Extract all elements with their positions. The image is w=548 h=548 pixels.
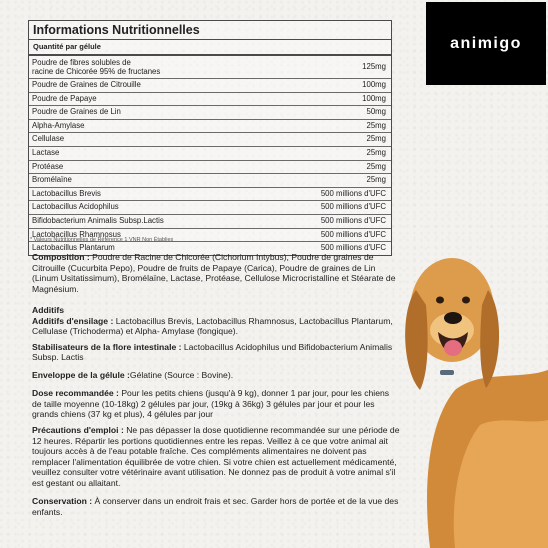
enveloppe-label: Enveloppe de la gélule :	[32, 370, 130, 380]
composition-text: Poudre de Racine de Chicorée (Cichorium Intybus), Poudre de graines de Citrouille (Cucurbita Pepo), Poudre de fruits de Papaye (Carica), Poudre de graines de Lin (Linum Usitatissimum), Bromélaïne, Lactase, Protéase, Cellulose Microcristalline et Stéarate de Magnésium.	[32, 252, 396, 294]
nutrition-subtitle: Quantité par gélule	[29, 40, 391, 56]
additifs-heading: Additifs	[32, 305, 64, 315]
nutrition-row	[29, 147, 391, 161]
nutrient-value: 25mg	[366, 147, 386, 157]
nutrient-name: Protéase	[32, 161, 64, 171]
ensilage-text: Lactobacillus Brevis, Lactobacillus Rhamnosus, Lactobacillus Plantarum, Cellulase (Trichoderma) et Alpha- Amylase (fongique).	[32, 315, 393, 337]
nutrient-name: Lactobacillus Acidophilus	[32, 202, 119, 212]
nutrient-value: 50mg	[366, 107, 386, 117]
nutrient-value: 500 millions d'UFC	[320, 229, 386, 239]
nutrient-value: 125mg	[362, 62, 386, 72]
nutrient-name: Poudre de Graines de Lin	[32, 107, 121, 117]
nutrition-row	[29, 133, 391, 147]
ensilage-label: Additifs d'ensilage :	[32, 315, 114, 326]
nutrient-name: Alpha-Amylase	[32, 120, 85, 130]
nutrition-row	[29, 56, 391, 79]
precautions-section	[32, 425, 400, 489]
nutrition-title: Informations Nutritionnelles	[29, 21, 391, 40]
nutrition-row	[29, 120, 391, 134]
composition-label: Composition :	[32, 252, 90, 262]
nutrient-value: 25mg	[366, 134, 386, 144]
nutrient-value: 500 millions d'UFC	[320, 188, 386, 198]
dose-label: Dose recommandée :	[32, 388, 119, 398]
logo-text: animigo	[450, 34, 522, 52]
nutrient-value: 100mg	[362, 80, 386, 89]
nutrient-name: Bromélaïne	[32, 175, 72, 185]
nutrient-name: Poudre de Papaye	[32, 93, 97, 103]
nutrition-row	[29, 174, 391, 188]
nutrition-row	[29, 93, 391, 107]
nutrient-name: Lactobacillus Brevis	[32, 188, 101, 198]
nutrient-value: 25mg	[366, 120, 386, 130]
conservation-label: Conservation :	[32, 496, 93, 506]
nutrient-value: 500 millions d'UFC	[320, 243, 386, 253]
dose-text: Pour les petits chiens (jusqu'à 9 kg), donner 1 par jour, pour les chiens de taille moyenne (10-18kg) 2 gélules par jour, (19kg à 36kg) 3 gélules par jour et pour les grands chiens (37 kg et plus), 4 gélules par jour	[32, 388, 390, 420]
nutrient-value: 100mg	[362, 93, 386, 103]
additifs-section	[32, 305, 400, 363]
nutrition-table	[28, 20, 392, 256]
composition-section	[32, 252, 400, 294]
nutrition-row	[29, 161, 391, 175]
golden-retriever-image	[400, 250, 548, 548]
nutrient-value: 25mg	[366, 161, 386, 171]
nutrient-name: Lactobacillus Rhamnosus	[32, 229, 121, 239]
stabilisateurs-text: Lactobacillus Acidophilus und Bifidobacterium Animalis Subsp. Lactis	[32, 341, 393, 363]
precautions-label: Précautions d'emploi :	[32, 425, 124, 435]
nutrition-row	[29, 188, 391, 202]
nutrient-name: Cellulase	[32, 134, 65, 144]
nutrient-value: 500 millions d'UFC	[320, 202, 386, 212]
nutrient-name: Lactobacillus Plantarum	[32, 243, 115, 253]
nutrition-footnote: * Valeurs Nutritionnelles de Référence 1 VNR Non Établies	[30, 237, 174, 243]
nutrient-name: Poudre de Graines de Citrouille	[32, 80, 141, 89]
stabilisateurs-label: Stabilisateurs de la flore intestinale :	[32, 341, 182, 352]
enveloppe-section	[32, 370, 400, 381]
nutrient-value: 25mg	[366, 175, 386, 185]
brand-logo	[426, 2, 546, 85]
enveloppe-text: Gélatine (Source : Bovine).	[129, 370, 234, 380]
precautions-text: Ne pas dépasser la dose quotidienne recommandée sur une période de 12 heures. Répartir les portions quotidiennes entre les repas. Veillez à ce que votre animal ait toujours accès à de l'eau potable fraîche. Ces compléments alimentaires ne doivent pas remplacer l'alimentation équilibrée de votre chien. Si votre chien est actuellement médicamenté, veuillez consulter votre vétérinaire avant utilisation. Ne donnez pas de produit à votre animal s'il est gestant ou allaitant.	[32, 425, 400, 488]
nutrient-name: Lactase	[32, 147, 60, 157]
nutrition-row	[29, 201, 391, 215]
nutrition-row	[29, 106, 391, 120]
nutrient-name: Poudre de fibres solubles de racine de Chicorée 95% de fructanes	[32, 57, 161, 76]
nutrient-value: 500 millions d'UFC	[320, 215, 386, 225]
conservation-text: À conserver dans un endroit frais et sec. Garder hors de portée et de la vue des enfants.	[32, 496, 399, 517]
nutrition-row	[29, 215, 391, 229]
dose-section	[32, 388, 400, 420]
nutrition-row	[29, 79, 391, 93]
nutrient-name: Bifidobacterium Animalis Subsp.Lactis	[32, 215, 164, 225]
conservation-section	[32, 496, 400, 517]
